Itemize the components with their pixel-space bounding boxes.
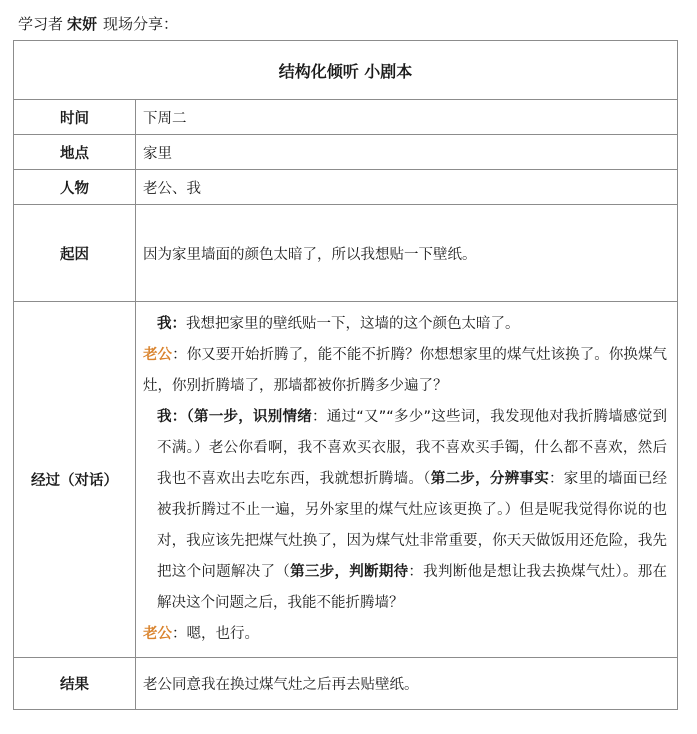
dialog-text: 我想把家里的壁纸贴一下，这墙的这个颜色太暗了。 xyxy=(186,316,520,332)
dialog-text: ：我判断他是想让我去换煤气灶）。那在解决这个问题之后，我能不能折腾墙？ xyxy=(157,564,668,611)
speaker-husband: 老公 xyxy=(143,347,173,363)
process-row xyxy=(14,302,678,658)
learner-prefix: 学习者 xyxy=(18,15,64,33)
people-label: 人物 xyxy=(14,170,136,205)
speaker-husband: 老公 xyxy=(143,626,172,642)
people-value: 老公、我 xyxy=(136,170,678,205)
speaker-me: 我 xyxy=(157,409,172,425)
table-title: 结构化倾听 小剧本 xyxy=(14,41,678,100)
dialog-line xyxy=(143,340,667,402)
place-value: 家里 xyxy=(136,135,678,170)
result-row xyxy=(14,658,678,710)
time-row xyxy=(14,100,678,135)
dialog-line xyxy=(143,619,667,650)
script-table xyxy=(13,40,678,710)
place-row xyxy=(14,135,678,170)
speaker-colon: ： xyxy=(171,409,187,425)
title-row xyxy=(14,41,678,100)
cause-value: 因为家里墙面的颜色太暗了，所以我想贴一下壁纸。 xyxy=(136,205,678,302)
learner-suffix: 现场分享： xyxy=(103,15,179,33)
dialog-cell xyxy=(136,302,678,658)
step-three-label: 第三步，判断期待 xyxy=(290,564,409,580)
place-label: 地点 xyxy=(14,135,136,170)
people-row xyxy=(14,170,678,205)
speaker-colon: ： xyxy=(172,626,187,642)
cause-row xyxy=(14,205,678,302)
cause-label: 起因 xyxy=(14,205,136,302)
speaker-colon: ： xyxy=(172,347,187,363)
dialog-text: 你又要开始折腾了，能不能不折腾？你想想家里的煤气灶该换了。你换煤气灶，你别折腾墙了，那墙都被你折腾多少遍了？ xyxy=(143,347,668,394)
speaker-me: 我 xyxy=(157,316,172,332)
result-value: 老公同意我在换过煤气灶之后再去贴壁纸。 xyxy=(136,658,678,710)
paren-open: （ xyxy=(186,409,194,425)
result-label: 结果 xyxy=(14,658,136,710)
time-value: 下周二 xyxy=(136,100,678,135)
dialog-text: ：通过“又”“多少”这些词，我发现他对我折腾墙感觉到不满。）老公你看啊，我不喜欢买衣服，我不喜欢买手镯，什么都不喜欢，然后我也不喜欢出去吃东西，我就想折腾墙。（ xyxy=(157,409,668,487)
dialog-line xyxy=(143,309,667,340)
process-label: 经过（对话） xyxy=(14,302,136,658)
dialog-line xyxy=(143,402,667,619)
dialog-text: ：家里的墙面已经被我折腾过不止一遍，另外家里的煤气灶应该更换了。）但是呢我觉得你说的也对，我应该先把煤气灶换了，因为煤气灶非常重要，你天天做饭用还危险，我先把这个问题解决了（ xyxy=(157,471,668,580)
step-two-label: 第二步，分辨事实 xyxy=(430,471,549,487)
dialog-text: 嗯，也行。 xyxy=(186,626,259,642)
speaker-colon: ： xyxy=(171,316,186,332)
time-label: 时间 xyxy=(14,100,136,135)
learner-header xyxy=(18,14,178,34)
learner-name: 宋妍 xyxy=(67,15,98,33)
step-one-label: 第一步，识别情绪 xyxy=(194,409,312,425)
